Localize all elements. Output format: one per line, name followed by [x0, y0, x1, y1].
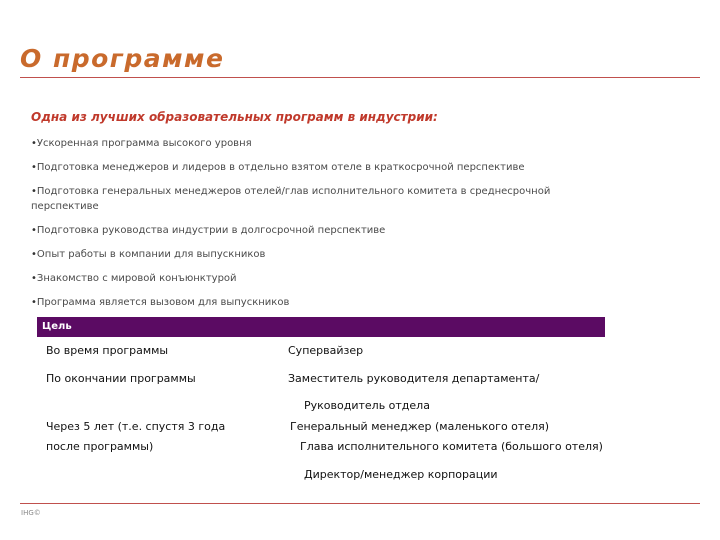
goal-role-cell: Супервайзер: [288, 344, 364, 357]
list-item: [31, 295, 591, 310]
bullet-text: Опыт работы в компании для выпускников: [36, 249, 266, 260]
list-item: [31, 247, 591, 262]
bullet-icon: •: [31, 162, 37, 173]
goal-role-cell: Руководитель отдела: [304, 399, 430, 412]
list-item: [31, 271, 591, 286]
subtitle: Одна из лучших образовательных программ в индустрии:: [31, 110, 438, 124]
goal-period-cell: Через 5 лет (т.е. спустя 3 года: [46, 420, 226, 433]
bullet-icon: •: [31, 273, 37, 284]
bullet-text: Подготовка руководства индустрии в долгосрочной перспективе: [36, 225, 386, 236]
bullet-icon: •: [31, 249, 37, 260]
footer-logo-text: IHG©: [21, 509, 41, 517]
page-title: О программе: [20, 44, 225, 73]
goal-table-header: [37, 317, 605, 337]
bullet-text: Знакомство с мировой конъюнктурой: [36, 273, 237, 284]
goal-role-cell: Генеральный менеджер (маленького отеля): [290, 420, 550, 433]
title-divider: [20, 77, 700, 78]
list-item: [31, 223, 591, 238]
list-item: [31, 160, 591, 175]
bullet-text: Программа является вызовом для выпускников: [36, 297, 290, 308]
bullet-text: Подготовка менеджеров и лидеров в отдельно взятом отеле в краткосрочной перспективе: [36, 162, 525, 173]
list-item: [31, 184, 591, 214]
bullet-icon: •: [31, 186, 37, 197]
bullet-icon: •: [31, 225, 37, 236]
goal-role-cell: Заместитель руководителя департамента/: [288, 372, 540, 385]
bullet-icon: •: [31, 138, 37, 149]
goal-role-cell: Директор/менеджер корпорации: [304, 468, 498, 481]
bullet-text: Ускоренная программа высокого уровня: [36, 138, 252, 149]
goal-period-cell: По окончании программы: [46, 372, 196, 385]
bullet-icon: •: [31, 297, 37, 308]
goal-role-cell: Глава исполнительного комитета (большого отеля): [300, 440, 603, 453]
footer-divider: [20, 503, 700, 504]
bullet-text: Подготовка генеральных менеджеров отелей/глав исполнительного комитета в среднесрочной перспективе: [31, 186, 551, 212]
goal-period-cell: Во время программы: [46, 344, 169, 357]
goal-period-cell: после программы): [46, 440, 154, 453]
bullet-list: [31, 136, 591, 319]
list-item: [31, 136, 591, 151]
goal-header-label: Цель: [42, 321, 72, 332]
